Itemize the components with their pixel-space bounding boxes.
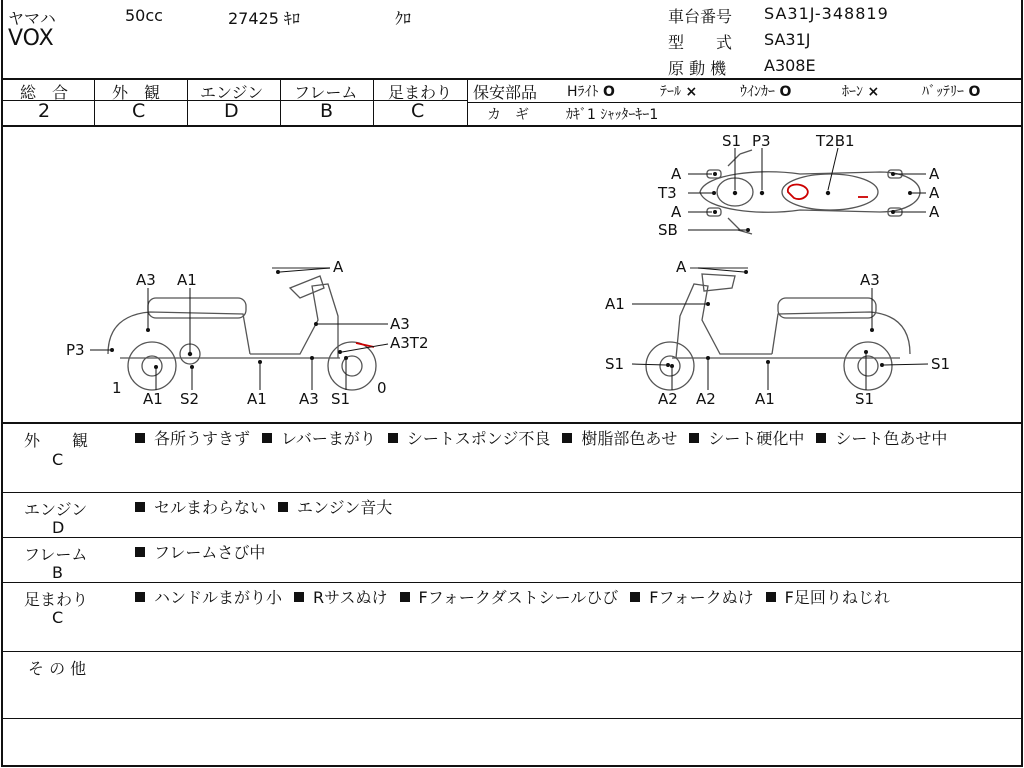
diagram-label: SB [658, 221, 678, 239]
damage-diagram [0, 126, 1024, 422]
remark-suspension-grade: C [52, 608, 64, 627]
remark-suspension-items: ハンドルまがり小 Rサスぬけ Fフォークダストシールひび Fフォークぬけ F足回りねじれ [135, 587, 1015, 609]
grade-engine: D [224, 100, 239, 122]
diagram-label: 0 [377, 379, 387, 397]
frame-number: SA31J-348819 [764, 4, 889, 23]
diagram-label: A [929, 184, 940, 202]
diagram-label: P3 [752, 132, 771, 150]
safety-parts-label: 保安部品 [473, 83, 538, 102]
diagram-label: A [671, 203, 682, 221]
type-label: 型 式 [668, 33, 733, 52]
remark-exterior-label: 外 観 [24, 431, 89, 450]
safety-item-battery: ﾊﾞｯﾃﾘｰ O [922, 84, 981, 100]
diagram-label: A2 [658, 390, 678, 408]
remark-exterior-grade: C [52, 450, 64, 469]
remark-engine-items: セルまわらない エンジン音大 [135, 497, 1015, 519]
grade-overall-label: 総 合 [20, 83, 69, 102]
diagram-label: A [676, 258, 687, 276]
engine-label: 原 動 機 [668, 59, 727, 78]
remark-suspension-label: 足まわり [24, 590, 89, 609]
diagram-label: S1 [605, 355, 625, 373]
diagram-label: A2 [696, 390, 716, 408]
diagram-label: A1 [177, 271, 197, 289]
scooter-sketches [108, 150, 920, 390]
diagram-label: S2 [180, 390, 200, 408]
remark-engine-label: エンジン [24, 500, 88, 519]
damage-marks [356, 185, 868, 347]
model-name: VOX [8, 26, 54, 51]
diagram-label: A [671, 165, 682, 183]
displacement: 50cc [125, 6, 163, 25]
diagram-label: 1 [112, 379, 122, 397]
remark-other-label: そ の 他 [28, 659, 87, 678]
safety-item-headlight: Hﾗｲﾄ O [567, 84, 615, 100]
remark-frame-items: フレームさび中 [135, 542, 1015, 564]
diagram-label: S1 [931, 355, 951, 373]
grade-frame-label: フレーム [294, 83, 358, 102]
color: ｸﾛ [395, 9, 412, 28]
diagram-label: A [929, 165, 940, 183]
type-value: SA31J [764, 30, 811, 49]
diagram-label: A [929, 203, 940, 221]
diagram-label: A [333, 258, 344, 276]
diagram-label: A3 [136, 271, 156, 289]
grade-overall: 2 [38, 100, 51, 122]
remark-engine-grade: D [52, 518, 65, 537]
diagram-label: A3 [390, 315, 410, 333]
diagram-label: S1 [722, 132, 742, 150]
grade-engine-label: エンジン [200, 83, 264, 102]
engine-value: A308E [764, 56, 816, 75]
diagram-label: A1 [755, 390, 775, 408]
frame-number-label: 車台番号 [668, 7, 733, 26]
diagram-label: T3 [658, 184, 677, 202]
safety-item-winker: ｳｲﾝｶｰ O [740, 84, 792, 100]
key-value: ｶｷﾞ1 ｼｬｯﾀｰｷｰ1 [566, 107, 659, 123]
grade-suspension-label: 足まわり [388, 83, 453, 102]
diagram-label: S1 [855, 390, 875, 408]
diagram-label: A1 [143, 390, 163, 408]
maker: ヤマハ [8, 9, 56, 28]
grade-suspension: C [411, 100, 425, 122]
key-label: カ ギ [487, 107, 529, 123]
markers [110, 172, 912, 369]
remark-exterior-items: 各所うすきず レバーまがり シートスポンジ不良 樹脂部色あせ シート硬化中 シート色あせ中 [135, 428, 1015, 450]
diagram-label: A3T2 [390, 334, 429, 352]
safety-item-horn: ﾎｰﾝ × [842, 84, 880, 100]
diagram-label: A3 [860, 271, 880, 289]
safety-item-tail: ﾃｰﾙ × [660, 84, 698, 100]
mileage: 27425 ｷﾛ [228, 9, 301, 28]
leader-lines [90, 148, 928, 390]
diagram-label: S1 [331, 390, 351, 408]
diagram-label: A1 [605, 295, 625, 313]
diagram-label: T2B1 [816, 132, 855, 150]
diagram-label: P3 [66, 341, 85, 359]
diagram-label: A1 [247, 390, 267, 408]
grade-exterior: C [132, 100, 146, 122]
grade-frame: B [320, 100, 334, 122]
remark-frame-grade: B [52, 563, 63, 582]
remark-frame-label: フレーム [24, 545, 88, 564]
diagram-label: A3 [299, 390, 319, 408]
grade-exterior-label: 外 観 [112, 83, 161, 102]
